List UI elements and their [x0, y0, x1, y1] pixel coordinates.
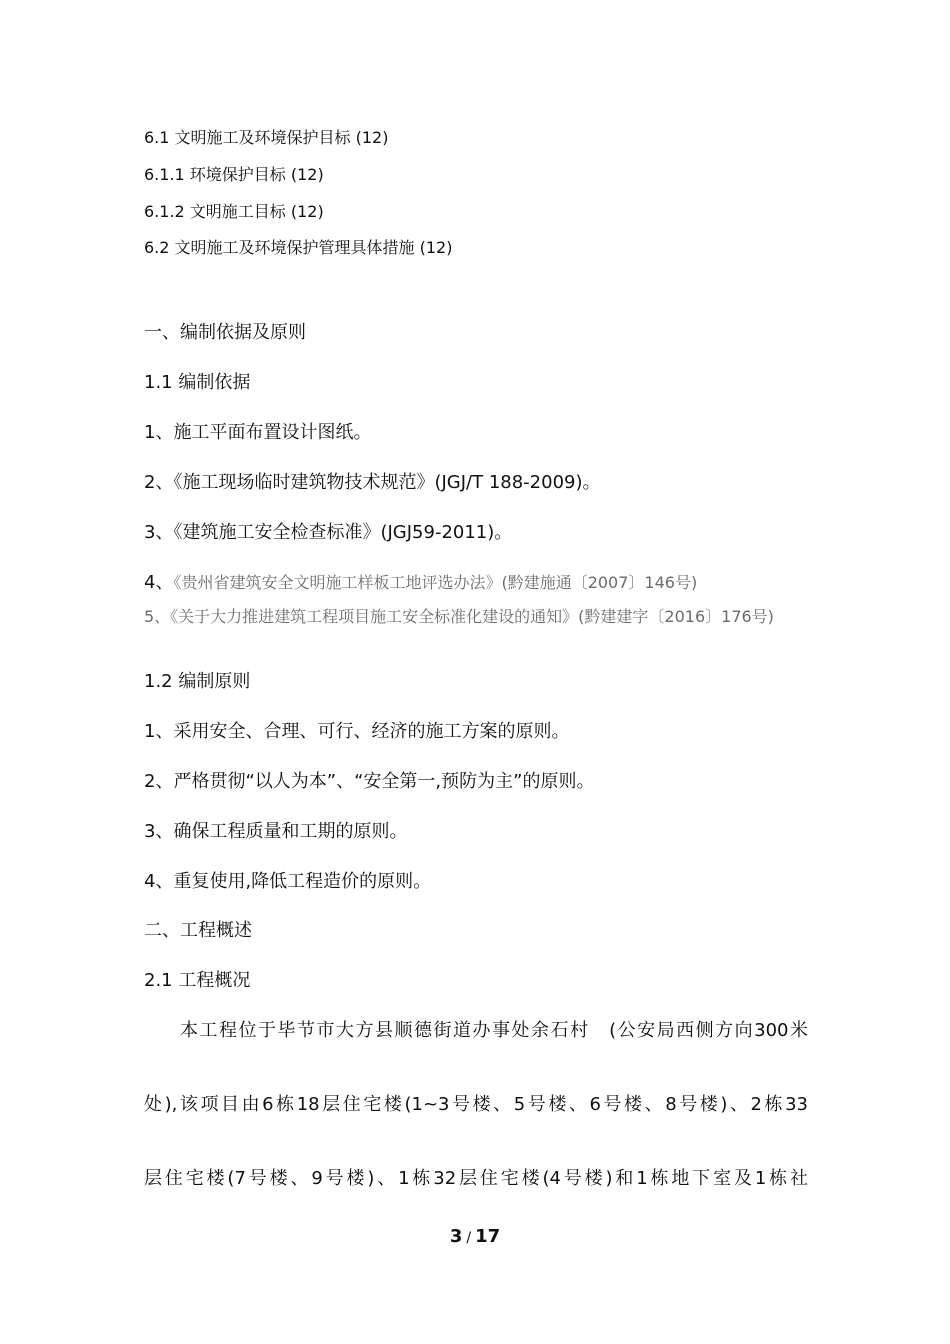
- overview-paragraph-line-1: 本工程位于毕节市大方县顺德街道办事处余石村 (公安局西侧方向300米: [180, 1020, 808, 1041]
- basis-item-4-number: 4、: [144, 572, 174, 593]
- toc-entry-6-1[interactable]: 6.1 文明施工及环境保护目标 (12): [144, 128, 389, 147]
- principle-item-1: 1、采用安全、合理、可行、经济的施工方案的原则。: [144, 721, 570, 742]
- basis-item-3: 3、《建筑施工安全检查标准》(JGJ59-2011)。: [144, 522, 513, 543]
- toc-entry-6-1-1[interactable]: 6.1.1 环境保护目标 (12): [144, 165, 324, 184]
- section-heading-2: 二、工程概述: [144, 920, 252, 941]
- subsection-heading-1-2: 1.2 编制原则: [144, 671, 251, 692]
- overview-paragraph-line-2: 处),该项目由6栋18层住宅楼(1~3号楼、5号楼、6号楼、8号楼)、2栋33: [144, 1094, 808, 1115]
- page-separator: /: [466, 1230, 472, 1246]
- basis-item-5: 5、《关于大力推进建筑工程项目施工安全标准化建设的通知》(黔建建字〔2016〕176号): [144, 607, 774, 626]
- basis-item-2: 2、《施工现场临时建筑物技术规范》(JGJ/T 188-2009)。: [144, 472, 601, 493]
- section-heading-1: 一、编制依据及原则: [144, 322, 306, 343]
- current-page-number: 3: [449, 1226, 463, 1247]
- toc-entry-6-2[interactable]: 6.2 文明施工及环境保护管理具体措施 (12): [144, 238, 453, 257]
- subsection-heading-2-1: 2.1 工程概况: [144, 970, 251, 991]
- basis-item-4-text: 《贵州省建筑安全文明施工样板工地评选办法》(黔建施通〔2007〕146号): [173, 573, 698, 592]
- principle-item-3: 3、确保工程质量和工期的原则。: [144, 821, 408, 842]
- basis-item-4: [144, 568, 697, 594]
- subsection-heading-1-1: 1.1 编制依据: [144, 372, 251, 393]
- overview-paragraph-line-3: 层住宅楼(7号楼、9号楼)、1栋32层住宅楼(4号楼)和1栋地下室及1栋社: [144, 1168, 808, 1189]
- page-number-footer: [0, 1226, 950, 1247]
- principle-item-4: 4、重复使用,降低工程造价的原则。: [144, 871, 432, 892]
- total-page-count: 17: [475, 1226, 501, 1247]
- basis-item-1: 1、施工平面布置设计图纸。: [144, 422, 372, 443]
- principle-item-2: 2、严格贯彻“以人为本”、“安全第一,预防为主”的原则。: [144, 771, 595, 792]
- toc-entry-6-1-2[interactable]: 6.1.2 文明施工目标 (12): [144, 202, 324, 221]
